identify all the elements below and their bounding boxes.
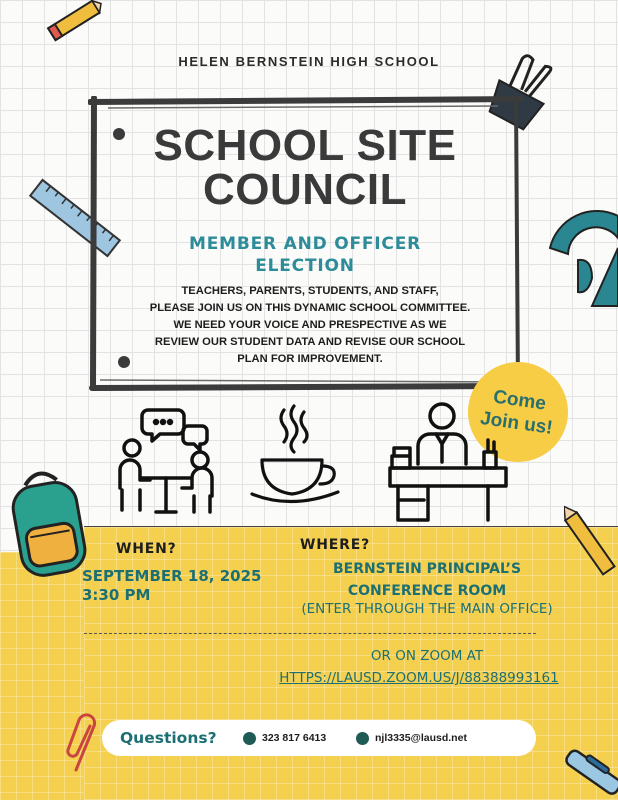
when-label: WHEN? [116,541,177,557]
principal-desk-icon [384,398,512,524]
contact-email[interactable]: njl3335@lausd.net [375,732,467,744]
title-line-2: COUNCIL [203,165,407,214]
subtitle-line-2: ELECTION [255,256,355,276]
zoom-label: OR ON ZOOM AT [370,648,484,664]
meeting-icon [112,406,222,518]
paperclip-icon [64,712,104,774]
subtitle-line-1: MEMBER AND OFFICER [188,234,422,254]
badge-line-1: Come [491,386,548,415]
badge-line-2: Join us! [478,407,554,439]
questions-label: Questions? [120,729,217,747]
page-subtitle [100,233,510,277]
backpack-icon [6,464,90,582]
title-line-1: SCHOOL SITE [153,121,457,170]
invitation-text [110,283,510,368]
zoom-link[interactable]: HTTPS://LAUSD.ZOOM.US/J/88388993161 [279,670,559,686]
invitation-line-2: PLEASE JOIN US ON THIS DYNAMIC SCHOOL COMMITTEE. [149,302,471,314]
event-date: SEPTEMBER 18, 2025 [82,567,262,585]
invitation-line-1: TEACHERS, PARENTS, STUDENTS, AND STAFF, [181,285,439,297]
school-name: HELEN BERNSTEIN HIGH SCHOOL [178,54,440,69]
contact-phone[interactable]: 323 817 6413 [262,732,327,744]
where-label: WHERE? [300,537,370,553]
invitation-line-3: WE NEED YOUR VOICE AND PRESPECTIVE AS WE [173,319,447,331]
location-line-2: CONFERENCE ROOM [347,583,507,599]
page-title [100,121,510,214]
event-location [262,558,592,602]
event-datetime [82,567,261,605]
event-time: 3:30 PM [82,586,151,604]
coffee-cup-icon [250,402,342,514]
pencil-icon [40,0,106,42]
invitation-line-5: PLAN FOR IMPROVEMENT. [237,353,383,365]
phone-icon [243,732,256,745]
protractor-icon [548,208,618,308]
email-icon [356,732,369,745]
location-note: (ENTER THROUGH THE MAIN OFFICE) [301,601,553,617]
dashed-divider [84,633,536,634]
location-line-1: BERNSTEIN PRINCIPAL’S [332,561,522,577]
pen-icon [556,738,618,800]
invitation-line-4: REVIEW OUR STUDENT DATA AND REVISE OUR SCHOOL [154,336,466,348]
